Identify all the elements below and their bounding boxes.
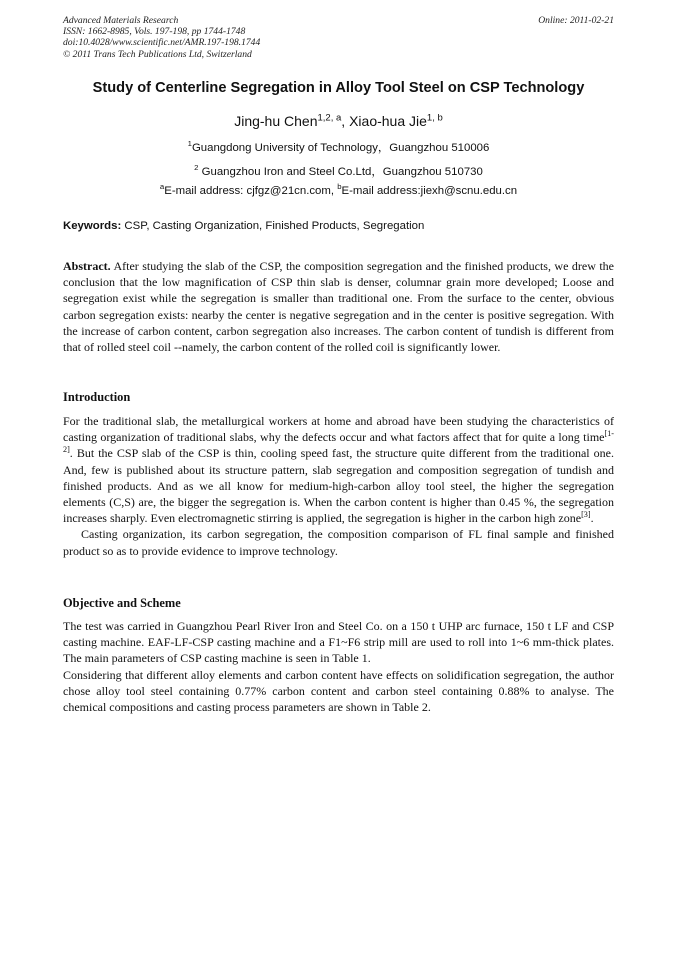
affiliation-1: [63, 139, 614, 155]
email-text: E-mail address:jiexh@scnu.edu.cn: [341, 185, 518, 197]
affiliation-superscript: 2: [194, 163, 199, 173]
online-date: Online: 2011-02-21: [538, 15, 614, 26]
copyright-line: © 2011 Trans Tech Publications Ltd, Switzerland: [63, 48, 252, 60]
introduction-body: [63, 413, 614, 559]
section-heading-introduction: Introduction: [63, 390, 131, 404]
email-superscript: a: [159, 182, 165, 192]
section-heading-objective: Objective and Scheme: [63, 596, 181, 610]
keywords: [63, 220, 614, 232]
paragraph-text: For the traditional slab, the metallurgical workers at home and abroad have been studying the characteristics of casting organization of traditional slabs, why the defects occur and what factors affect that for quite a long time: [63, 414, 614, 445]
paragraph: [63, 413, 614, 526]
journal-header: [63, 15, 614, 60]
abstract: [63, 258, 614, 355]
doi-line: doi:10.4028/www.scientific.net/AMR.197-198.1744: [63, 37, 261, 49]
paper-title: Study of Centerline Segregation in Alloy Tool Steel on CSP Technology: [92, 80, 585, 96]
author-superscript: 1,2, a: [317, 112, 342, 124]
author-superscript: 1, b: [426, 112, 443, 124]
paragraph-text: .: [590, 511, 594, 526]
author-separator: ,: [341, 113, 350, 129]
paragraph-text: . But the CSP slab of the CSP is thin, cooling speed fast, the structure quite different from the traditional one. And, few is published about its structure pattern, slab segregation and composition segregation of tundish and finished products. And as we all know for medium-high-carbon alloy tool steel, the higher the segregation elements (C,S) are, the bigger the segregation is. When the carbon content is higher than 0.45 %, the segregation increases sharply. Even electromagnetic stirring is applied, the segregation is higher in the carbon high zone: [63, 446, 614, 526]
author-name: Jing-hu Chen: [234, 113, 318, 129]
objective-body: [63, 618, 614, 715]
abstract-text: After studying the slab of the CSP, the composition segregation and the finished products, we drew the conclusion that the low magnification of CSP thin slab is denser, columnar grain more developed; Loose and segregation exist while the segregation is smaller than traditional one. From the surface to the center, obvious carbon segregation exists: nearby the center is negative segregation and in the center is positive segregation. With the increase of carbon content, carbon segregation also increases. The carbon content of tundish is different from that of rolled steel coil --namely, the carbon content of the rolled coil is significantly lower.: [63, 259, 614, 355]
author-line: [63, 113, 614, 129]
paragraph: Casting organization, its carbon segregation, the composition comparison of FL final sample and finished product so as to provide evidence to improve technology.: [63, 527, 614, 558]
affiliation-text: Guangdong University of Technology，Guangzhou 510006: [191, 142, 490, 154]
affiliation-2: [63, 163, 614, 179]
author-name: Xiao-hua Jie: [349, 113, 427, 129]
email-text: E-mail address: cjfgz@21cn.com,: [164, 185, 338, 197]
paragraph: The test was carried in Guangzhou Pearl River Iron and Steel Co. on a 150 t UHP arc furnace, 150 t LF and CSP casting machine. EAF-LF-CSP casting machine and a F1~F6 strip mill are used to roll into 1~6 mm-thick plates. The main parameters of CSP casting machine is seen in Table 1.: [63, 619, 614, 666]
citation: [1-2]: [63, 429, 614, 455]
email-superscript: b: [337, 182, 342, 192]
citation: [3]: [581, 510, 591, 520]
issn-line: ISSN: 1662-8985, Vols. 197-198, pp 1744-1748: [63, 26, 246, 38]
affiliation-superscript: 1: [187, 139, 192, 149]
abstract-label: Abstract.: [63, 259, 111, 273]
email-line: [63, 182, 614, 197]
keywords-label: Keywords:: [63, 220, 122, 232]
paragraph: Considering that different alloy elements and carbon content have effects on solidification segregation, the author chose alloy tool steel containing 0.77% carbon content and carbon steel containing 0.88% to analyse. The chemical compositions and casting process parameters are shown in Table 2.: [63, 667, 614, 715]
keywords-text: CSP, Casting Organization, Finished Products, Segregation: [121, 220, 425, 232]
affiliation-text: Guangzhou Iron and Steel Co.Ltd，Guangzhou 510730: [201, 166, 483, 178]
journal-name: Advanced Materials Research: [63, 15, 179, 26]
